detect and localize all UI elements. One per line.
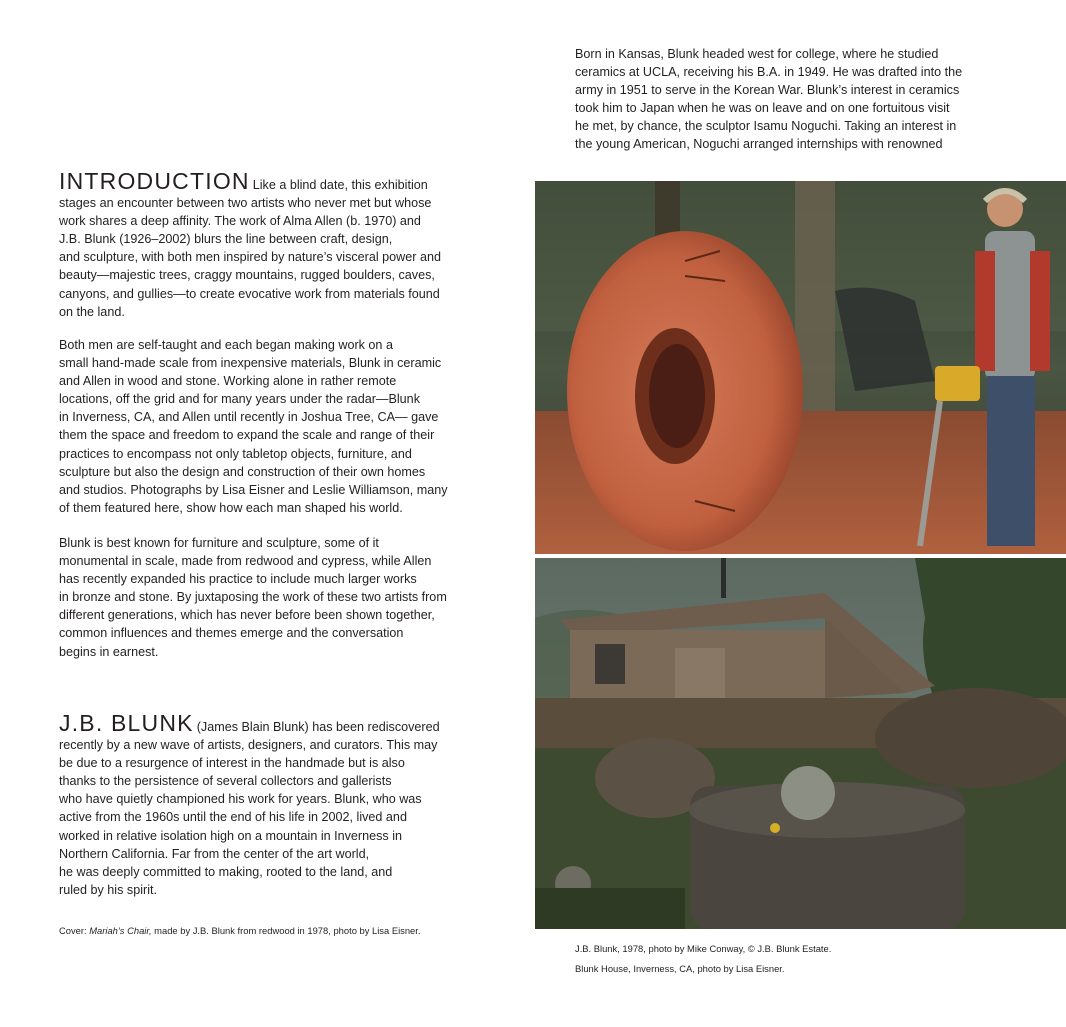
cover-caption-title: Mariah’s Chair,: [89, 925, 152, 936]
introduction-heading: INTRODUCTION: [59, 168, 250, 194]
photo-blunk-house-image: [535, 558, 1066, 929]
cover-caption-suffix: made by J.B. Blunk from redwood in 1978, photo by Lisa Eisner.: [151, 925, 421, 936]
photo-blunk-with-sculpture: [535, 181, 1066, 554]
blunk-section-text: (James Blain Blunk) has been rediscovered recently by a new wave of artists, designers, and curators. This may be due to a resurgence of interest in the handmade but is also thanks to the persistence of several collectors and gallerists who have quietly championed his work for years. Blunk, who was active from the 1960s until the end of his life in 2002, lived and worked in relative isolation high on a mountain in Inverness in Northern California. Far from the center of the art world, he was deeply committed to making, rooted to the land, and ruled by his spirit.: [59, 720, 440, 897]
photo-blunk-with-sculpture-image: [535, 181, 1066, 554]
introduction-paragraph-1: [59, 168, 509, 321]
photo-blunk-house: [535, 558, 1066, 929]
right-column-text: Born in Kansas, Blunk headed west for college, where he studied ceramics at UCLA, receiving his B.A. in 1949. He was drafted into the army in 1951 to serve in the Korean War. Blunk’s interest in ceramics took him to Japan when he was on leave and on one fortuitous visit he met, by chance, the sculptor Isamu Noguchi. Taking an interest in the young American, Noguchi arranged internships with renowned: [575, 47, 963, 152]
blunk-heading: J.B. BLUNK: [59, 710, 194, 736]
photo-caption-top: J.B. Blunk, 1978, photo by Mike Conway, © J.B. Blunk Estate.: [575, 943, 832, 954]
introduction-para1-text: Like a blind date, this exhibition stages an encounter between two artists who never met but whose work shares a deep affinity. The work of Alma Allen (b. 1970) and J.B. Blunk (1926–2002) blurs the line between craft, design, and sculpture, with both men inspired by nature’s visceral power and beauty—majestic trees, craggy mountains, rugged boulders, caves, canyons, and gullies—to create evocative work from materials found on the land.: [59, 178, 441, 319]
cover-caption: [59, 925, 420, 937]
blunk-section: [59, 710, 509, 899]
cover-caption-prefix: Cover:: [59, 925, 90, 936]
introduction-paragraph-2: Both men are self-taught and each began making work on a small hand-made scale from inexpensive materials, Blunk in ceramic and Allen in wood and stone. Working alone in rather remote locations, off the grid and for many years under the radar—Blunk in Inverness, CA, and Allen until recently in Joshua Tree, CA— gave them the space and freedom to expand the scale and range of their practices to encompass not only tabletop objects, furniture, and sculpture but also the design and construction of their own homes and studios. Photographs by Lisa Eisner and Leslie Williamson, many of them featured here, show how each man shaped his world.: [59, 338, 448, 515]
photo-caption-bottom: Blunk House, Inverness, CA, photo by Lisa Eisner.: [575, 963, 785, 974]
introduction-paragraph-3: Blunk is best known for furniture and sculpture, some of it monumental in scale, made from redwood and cypress, while Allen has recently expanded his practice to include much larger works in bronze and stone. By juxtaposing the work of these two artists from different generations, which has never before been shown together, common influences and themes emerge and the conversation begins in earnest.: [59, 536, 447, 659]
